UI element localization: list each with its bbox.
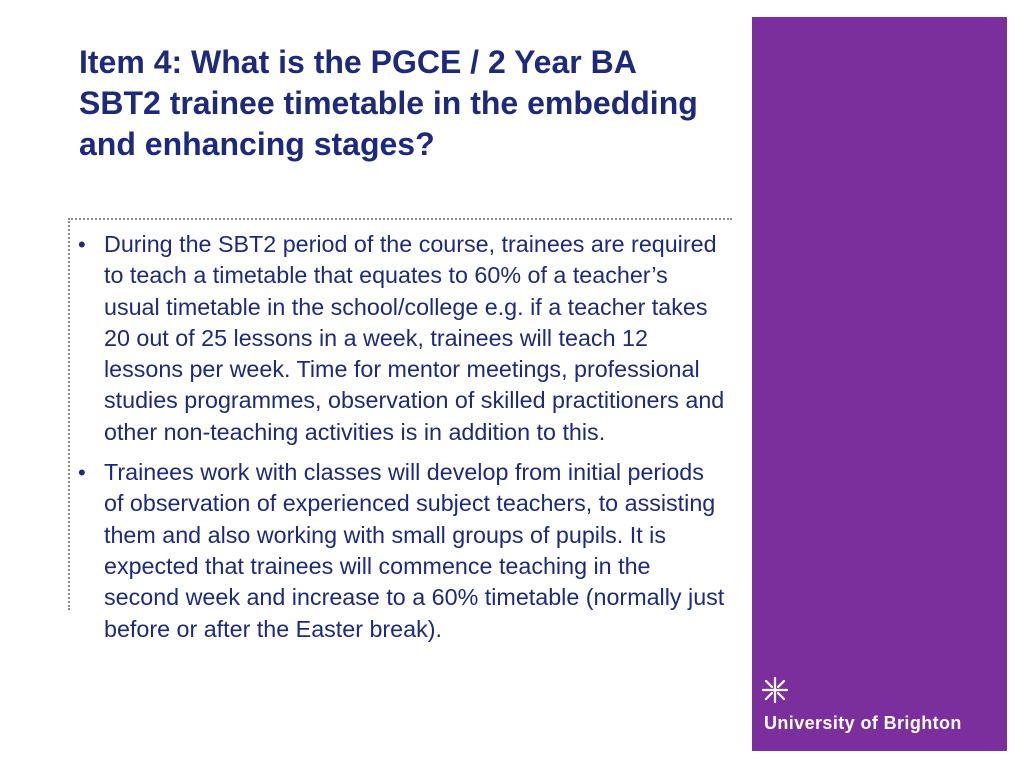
star-burst-icon (761, 676, 789, 704)
bullet-item (78, 457, 728, 645)
bullet-text: During the SBT2 period of the course, trainees are required to teach a timetable that equates to 60% of a teacher’s usual timetable in the school/college e.g. if a teacher takes 20 out of 25 lessons in a week, trainees will teach 12 lessons per week. Time for mentor meetings, professional studies programmes, observation of skilled practitioners and other non-teaching activities is in addition to this. (104, 231, 725, 445)
bullet-list (78, 229, 728, 654)
bullet-item (78, 229, 728, 448)
slide-title: Item 4: What is the PGCE / 2 Year BA SBT2 trainee timetable in the embedding and enhancing stages? (79, 44, 698, 162)
bullet-dot-icon: • (78, 460, 86, 486)
dotted-divider (68, 218, 732, 220)
bullet-text: Trainees work with classes will develop from initial periods of observation of experienced subject teachers, to assisting them and also working with small groups of pupils. It is expected that trainees will commence teaching in the second week and increase to a 60% timetable (normally just before or after the Easter break). (104, 459, 725, 642)
brand-panel (752, 17, 1007, 751)
dotted-side-rule (68, 218, 70, 610)
university-wordmark: University of Brighton (764, 713, 962, 733)
bullet-dot-icon: • (78, 232, 86, 257)
